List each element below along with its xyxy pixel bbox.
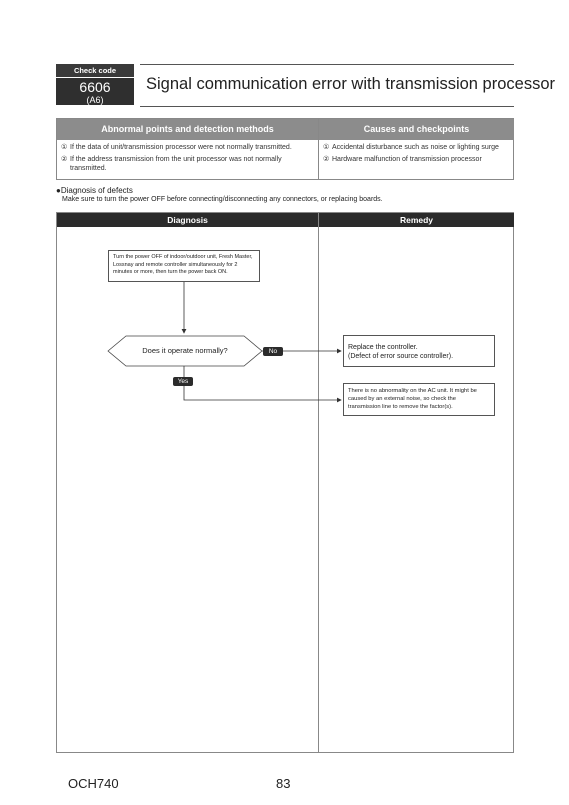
item-text: Accidental disturbance such as noise or lighting surge bbox=[332, 144, 499, 151]
item-number: ② bbox=[323, 155, 330, 163]
check-code-sub: (A6) bbox=[86, 95, 104, 105]
yes-branch-label: Yes bbox=[173, 377, 193, 386]
no-branch-label: No bbox=[263, 347, 283, 356]
diagnosis-column-header: Diagnosis bbox=[57, 213, 318, 227]
remedy-check-noise: There is no abnormality on the AC unit. It might be caused by an external noise, so check the transmission line to remove the factor(s). bbox=[343, 383, 495, 416]
remedy-replace-controller bbox=[343, 335, 495, 367]
item-text: Hardware malfunction of transmission processor bbox=[332, 155, 482, 163]
item-number: ① bbox=[323, 144, 330, 151]
remedy-line: Replace the controller. bbox=[348, 344, 418, 351]
item-number: ② bbox=[61, 155, 68, 163]
causes-header: Causes and checkpoints bbox=[319, 119, 514, 140]
diagnosis-heading: ●Diagnosis of defects bbox=[56, 186, 133, 195]
page-title: Signal communication error with transmission processor bbox=[146, 75, 555, 93]
remedy-column-header: Remedy bbox=[319, 213, 514, 227]
remedy-line: (Defect of error source controller). bbox=[348, 353, 454, 360]
item-text: If the address transmission from the unit processor was not normally transmitted. bbox=[70, 155, 282, 172]
model-number: OCH740 bbox=[68, 776, 119, 791]
diagnosis-note: Make sure to turn the power OFF before connecting/disconnecting any connectors, or replacing boards. bbox=[62, 196, 383, 203]
item-text: If the data of unit/transmission processor were not normally transmitted. bbox=[70, 144, 292, 151]
page-number: 83 bbox=[276, 776, 291, 791]
item-number: ① bbox=[61, 144, 68, 151]
detection-header: Abnormal points and detection methods bbox=[57, 119, 318, 140]
decision-question: Does it operate normally? bbox=[142, 346, 228, 355]
check-code-label: Check code bbox=[56, 64, 134, 77]
check-code-number: 6606 bbox=[79, 79, 111, 95]
power-cycle-step: Turn the power OFF of indoor/outdoor unit, Fresh Master, Lossnay and remote controller simultaneously for 2 minutes or more, then turn the power back ON. bbox=[108, 250, 260, 282]
connector-yes-to-remedy bbox=[184, 386, 341, 400]
